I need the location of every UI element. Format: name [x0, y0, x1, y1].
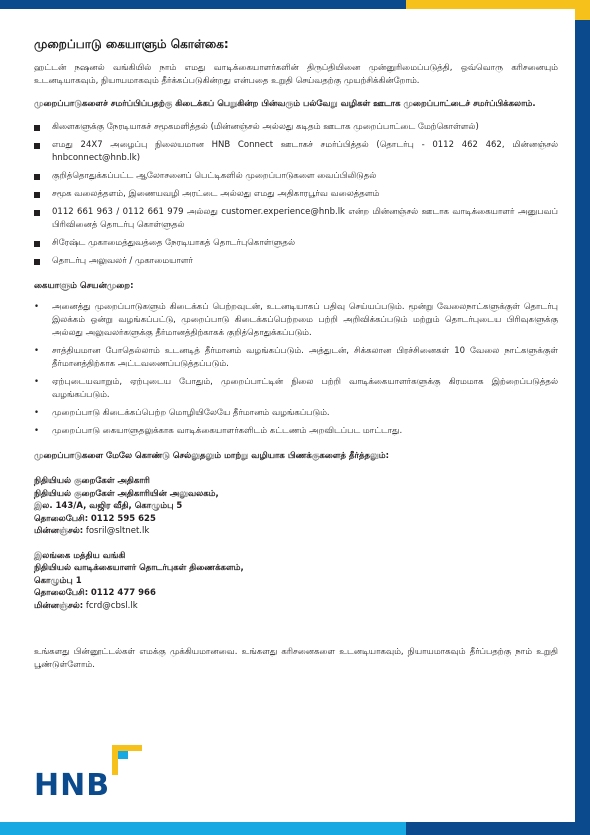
ombudsman-email[interactable]: fosril@sltnet.lk [85, 526, 150, 536]
list-item: சமூக வலைத்தளம், இணையவழி அரட்டை அல்லது எமது அதிகாரபூர்வ வலைத்தளம் [34, 188, 558, 201]
list-item: சிரேஷ்ட முகாமைத்துவத்தை நேரடியாகத் தொடர்புகொள்ளுதல் [34, 237, 558, 250]
list-item: • சாத்தியமான போதெல்லாம் உடனடித் தீர்மானம் வழங்கப்படும். அத்துடன், சிக்கலான பிரச்சினைகள் 10 வேலை நாட்களுக்குள் தீர்மானத்திற்காக அட்டவணைப்படுத்தப்படும். [34, 345, 558, 371]
logo-text: HNB [34, 768, 111, 803]
cbsl-address: கொழும்பு 1 [34, 575, 82, 586]
cbsl-email[interactable]: fcrd@cbsl.lk [85, 600, 138, 611]
bottom-blue-stripe [406, 822, 590, 835]
escalation-heading: முறைப்பாடுகளை மேலே கொண்டு செல்லுதலும் மாற்று வழியாக பிணக்குகளைத் தீர்த்தலும்: [34, 451, 390, 461]
cbsl-name: இலங்கை மத்திய வங்கி [34, 550, 126, 561]
bottom-cyan-stripe [0, 822, 406, 835]
hnb-logo [34, 745, 142, 805]
top-yellow-stripe [406, 0, 590, 9]
cbsl-department: நிதியியல் வாடிக்கையாளர் தொடர்புகள் திணைக்களம், [34, 563, 244, 573]
ombudsman-phone-row [34, 513, 558, 526]
cbsl-email-row [34, 600, 558, 613]
cbsl-phone-row [34, 587, 558, 600]
list-item: • முறைப்பாடு கிடைக்கப்பெற்ற மொழியிலேயே தீர்மானம் வழங்கப்படும். [34, 407, 558, 420]
phone-label: தொலைபேசி: [34, 588, 89, 598]
list-item: • ஏற்புடையவாறும், ஏற்புடைய போதும், முறைப்பாட்டின் நிலை பற்றி வாடிக்கையாளர்களுக்கு கிரமமாக இற்றைப்படுத்தல் வழங்கப்படும். [34, 376, 558, 402]
ombudsman-phone: 0112 595 625 [90, 513, 156, 524]
right-yellow-stripe [575, 0, 590, 20]
email-label: மின்னஞ்சல்: [34, 600, 84, 611]
list-item: • முறைப்பாடு கையாளுதலுக்காக வாடிக்கையாளர்களிடம் கட்டணம் அறவிடப்பட மாட்டாது. [34, 425, 558, 438]
document-body [34, 36, 558, 672]
channels-heading: முறைப்பாடுகளைச் சமர்ப்பிப்பதற்கு கிடைக்கப் பெறுகின்ற பின்வரும் பல்வேறு வழிகள் ஊடாக முறைப்பாட்டைச் சமர்ப்பிக்கலாம். [34, 99, 536, 109]
cbsl-phone: 0112 477 966 [90, 588, 156, 598]
list-item: குறித்தொதுக்கப்பட்ட ஆலோசனைப் பெட்டிகளில் முறைப்பாடுகளை வைப்பிலிடுதல் [34, 170, 558, 183]
process-list [34, 301, 558, 438]
ombudsman-office: நிதியியல் குறைகேள் அதிகாரியின் அலுவலகம், [34, 488, 219, 499]
process-heading: கையாளும் செயன்முறை: [34, 281, 134, 291]
closing-paragraph: உங்களது பின்னூட்டல்கள் எமக்கு முக்கியமானவை. உங்களது கரிசனைகளை உடனடியாகவும், நியாயமாகவும் தீர்ப்பதற்கு நாம் உறுதி பூண்டுள்ளோம். [34, 647, 558, 670]
ombudsman-address: இல. 143/A, வஜிர வீதி, கொழும்பு 5 [34, 501, 183, 511]
list-item: 0112 661 963 / 0112 661 979 அல்லது customer.experience@hnb.lk என்ற மின்னஞ்சல் ஊடாக வாடிக்கையாளர் அனுபவப் பிரிவினைத் தொடர்பு கொள்ளுதல் [34, 206, 558, 232]
intro-paragraph: ஹட்டன் நஷனல் வங்கியில் நாம் எமது வாடிக்கையாளர்களின் திருப்தியினை முன்னுரிமைப்படுத்தி, ஒவ்வொரு கரிசனையும் உடனடியாகவும், நியாயமாகவும் தீர்க்கப்படுகின்றது என்பதை உறுதி செய்வதற்கு முயற்சிக்கின்றோம். [34, 63, 558, 86]
list-item: கிளைகளுக்கு நேரடியாகச் சமூகமளித்தல் (மின்னஞ்சல் அல்லது கடிதம் ஊடாக முறைப்பாட்டை மேற்கொள்ளல்) [34, 121, 558, 134]
ombudsman-contact [34, 475, 558, 538]
page-title: முறைப்பாடு கையாளும் கொள்கை: [34, 37, 229, 51]
cbsl-contact [34, 550, 558, 613]
right-blue-stripe [575, 20, 590, 835]
phone-label: தொலைபேசி: [34, 513, 89, 524]
list-item: தொடர்பு அலுவலர் / முகாமையாளர் [34, 255, 558, 268]
ombudsman-email-row [34, 525, 558, 538]
channels-list [34, 121, 558, 268]
ombudsman-name: நிதியியல் குறைகேள் அதிகாரி [34, 476, 150, 486]
list-item: • அனைத்து முறைப்பாடுகளும் கிடைக்கப் பெற்றவுடன், உடனடியாகப் பதிவு செய்யப்படும். மூன்று வேலைநாட்களுக்குள் தொடர்பு இலக்கம் ஒன்று வழங்கப்பட்டு, முறைப்பாடு கிடைக்கப்பெற்றமை பற்றி அறிவிக்கப்படும் மற்றும் தொடர்புடைய பிரிவுகளுக்கு அல்லது அலுவலர்களுக்கு தீர்மானத்திற்காகக் குறித்தொதுக்கப்படும். [34, 301, 558, 340]
list-item: எமது 24X7 அழைப்பு நிலையமான HNB Connect ஊடாகச் சமர்ப்பித்தல் (தொடர்பு - 0112 462 462, மின்னஞ்சல் hnbconnect@hnb.lk) [34, 139, 558, 165]
email-label: மின்னஞ்சல்: [34, 526, 84, 536]
